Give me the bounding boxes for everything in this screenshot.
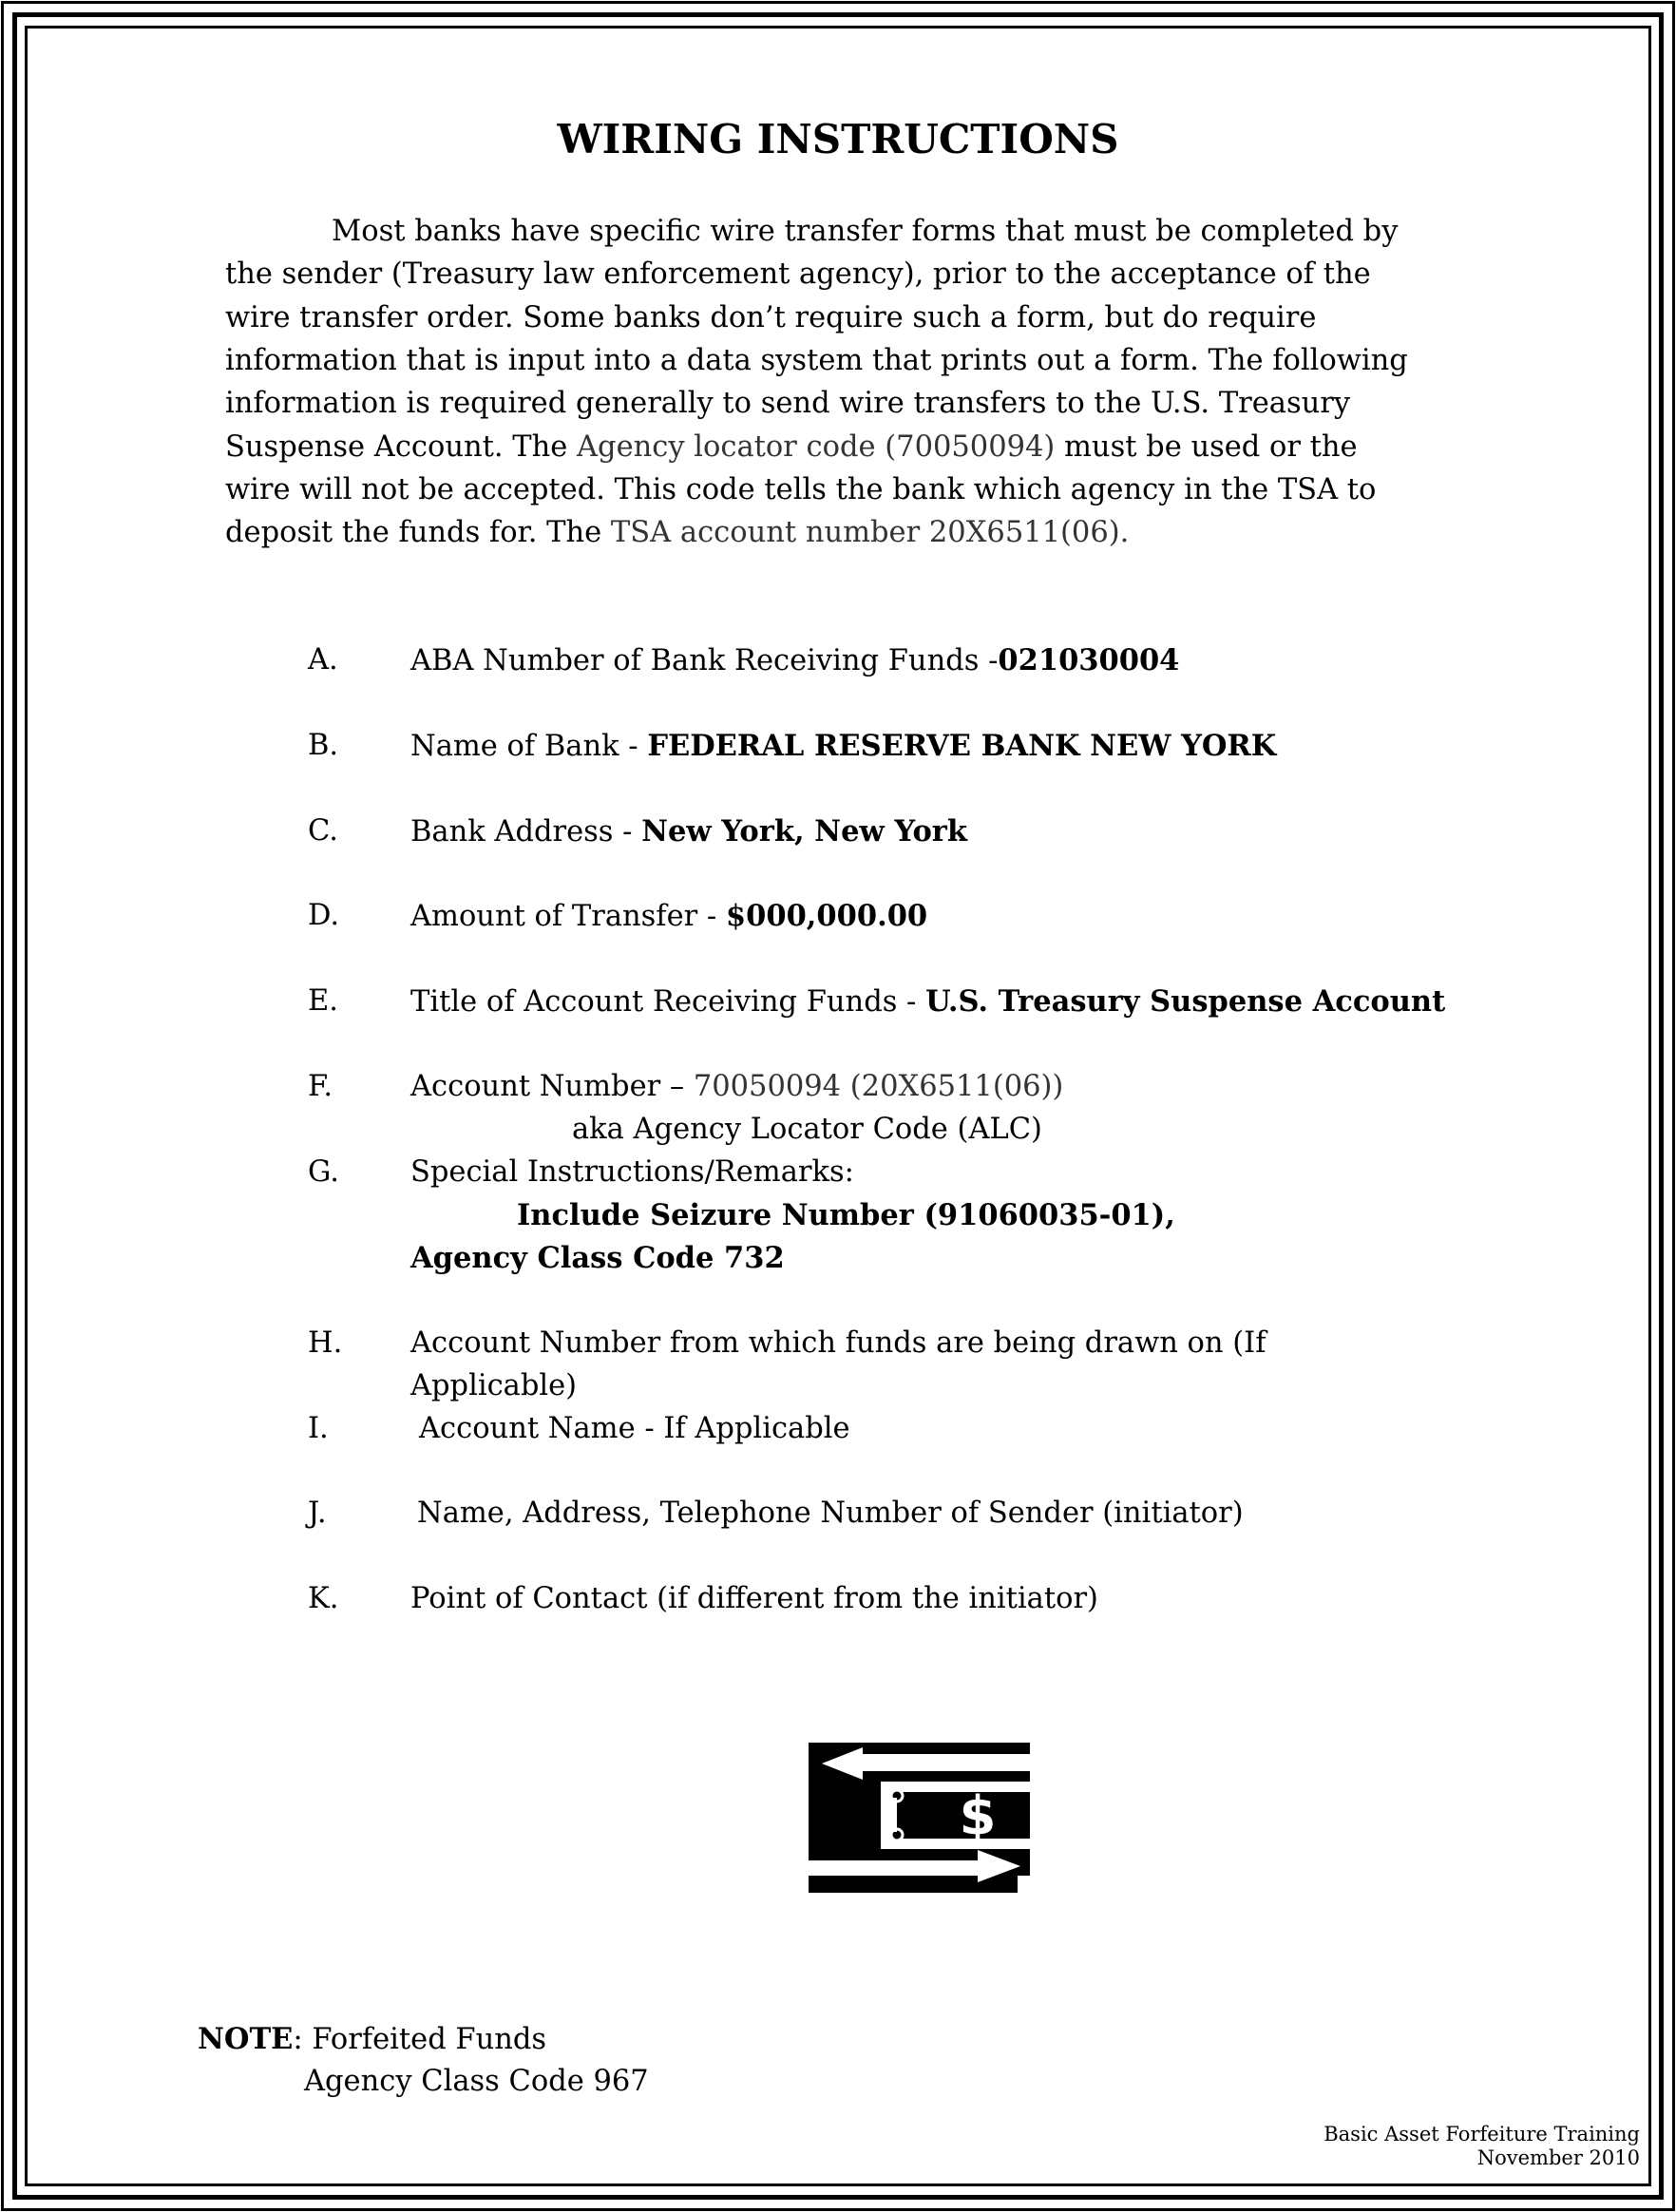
item-letter: I.: [308, 1412, 329, 1445]
paragraph-line: [225, 344, 1408, 377]
svg-text:$: $: [959, 1785, 997, 1847]
item-line: [410, 1241, 785, 1275]
text-segment: Title of Account Receiving Funds -: [410, 985, 926, 1019]
item-line: [410, 643, 1179, 677]
item-letter: G.: [308, 1155, 339, 1189]
text-segment: U.S. Treasury Suspense Account: [925, 984, 1446, 1019]
text-segment: Name of Bank -: [410, 730, 648, 763]
text-segment: $000,000.00: [725, 899, 928, 933]
item-line: [410, 1582, 1098, 1615]
text-segment: Suspense Account. The: [225, 429, 578, 464]
text-segment: Amount of Transfer -: [410, 900, 726, 933]
item-letter: J.: [308, 1497, 327, 1530]
text-segment: Applicable): [410, 1369, 578, 1402]
text-segment: Point of Contact (if different from the initiator): [410, 1582, 1098, 1615]
text-segment: Agency locator code (70050094): [577, 429, 1056, 464]
text-segment: Special Instructions/Remarks:: [410, 1155, 854, 1189]
text-segment: the sender (Treasury law enforcement agency), prior to the acceptance of the: [225, 257, 1371, 292]
text-segment: ABA Number of Bank Receiving Funds -: [410, 644, 999, 677]
footer-line-1: Basic Asset Forfeiture Training: [1324, 2123, 1640, 2145]
item-line: [419, 1412, 850, 1445]
item-letter: C.: [308, 814, 338, 848]
item-line: [517, 1198, 1175, 1232]
wire-transfer-money-arrows-icon: [809, 1743, 1030, 1893]
text-segment: Most banks have specific wire transfer forms that must be completed by: [332, 215, 1399, 248]
text-segment: 70050094 (20X6511(06)): [693, 1070, 1064, 1103]
text-segment: wire will not be accepted. This code tells the bank which agency in the TSA to: [225, 472, 1377, 506]
text-segment: information that is input into a data system that prints out a form. The following: [225, 343, 1408, 377]
item-letter: E.: [308, 984, 338, 1018]
text-segment: deposit the funds for. The: [225, 516, 611, 550]
item-line: [572, 1113, 1042, 1146]
text-segment: information is required generally to send wire transfers to the U.S. Treasury: [225, 387, 1351, 421]
footer-line-2: November 2010: [1476, 2146, 1640, 2169]
item-line: [410, 984, 1445, 1019]
item-line: [410, 1369, 577, 1402]
paragraph-line: [225, 387, 1350, 420]
text-segment: must be used or the: [1055, 429, 1358, 464]
text-segment: aka Agency Locator Code (ALC): [572, 1113, 1042, 1146]
paragraph-line: [225, 430, 1358, 464]
text-segment: New York, New York: [641, 814, 968, 849]
note: [198, 2022, 546, 2056]
paragraph-line: [225, 473, 1376, 506]
item-line: [410, 814, 967, 849]
text-segment: Name, Address, Telephone Number of Sender (initiator): [417, 1497, 1244, 1530]
item-letter: D.: [308, 899, 340, 932]
paragraph-line: [225, 301, 1316, 334]
item-letter: A.: [308, 643, 338, 677]
text-segment: Bank Address -: [410, 815, 642, 849]
text-segment: Account Number –: [410, 1070, 694, 1103]
text-segment: Account Name - If Applicable: [419, 1412, 850, 1445]
text-segment: Account Number from which funds are being drawn on (If: [410, 1326, 1267, 1360]
page-title: WIRING INSTRUCTIONS: [557, 116, 1119, 162]
text-segment: wire transfer order. Some banks don’t require such a form, but do require: [225, 300, 1317, 334]
item-letter: K.: [308, 1582, 339, 1615]
item-line: [417, 1497, 1244, 1530]
text-segment: TSA account number 20X6511(06).: [610, 516, 1130, 550]
note-label: NOTE: [198, 2022, 294, 2056]
item-letter: H.: [308, 1326, 343, 1360]
paragraph-line: [332, 215, 1398, 248]
item-line: [410, 1155, 854, 1189]
item-line: [410, 1070, 1063, 1103]
note-text: : Forfeited Funds: [293, 2023, 547, 2056]
text-segment: 021030004: [998, 643, 1180, 677]
item-line: [410, 729, 1276, 763]
note-line-2: Agency Class Code 967: [304, 2065, 649, 2098]
item-letter: B.: [308, 729, 339, 762]
text-segment: Include Seizure Number (91060035-01),: [517, 1198, 1175, 1232]
item-letter: F.: [308, 1070, 333, 1103]
item-line: [410, 1326, 1266, 1360]
item-line: [410, 899, 927, 933]
text-segment: FEDERAL RESERVE BANK NEW YORK: [647, 729, 1277, 763]
paragraph-line: [225, 257, 1371, 291]
text-segment: Agency Class Code 732: [410, 1241, 785, 1275]
paragraph-line: [225, 516, 1129, 549]
